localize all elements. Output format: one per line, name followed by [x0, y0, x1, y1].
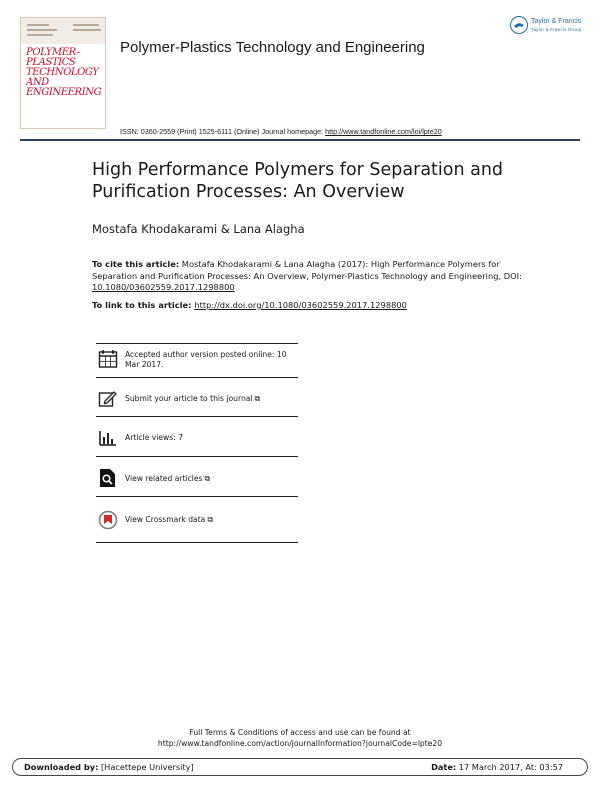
bar-chart-icon [98, 428, 118, 448]
info-box-rule-1 [96, 377, 298, 378]
article-title: High Performance Polymers for Separation and Purification Processes: An Overview [92, 160, 504, 202]
publisher-logo-text: Taylor & Francis [531, 18, 582, 25]
citation-text: Mostafa Khodakarami & Lana Alagha (2017): High Performance Polymers for Separation and Purification Processes: An Overview, Polymer-Plastics Technology and Engineering, DOI: [92, 259, 522, 281]
article-views-item [98, 428, 298, 452]
info-box-bottom-rule [96, 542, 298, 543]
article-link-label: To link to this article: [92, 300, 195, 310]
crossmark-link[interactable] [125, 515, 300, 525]
submit-article-link[interactable] [125, 394, 300, 404]
downloaded-by-label: Downloaded by: [24, 762, 99, 772]
accepted-version-item [98, 349, 298, 373]
citation-block [92, 259, 532, 294]
downloaded-by [24, 762, 194, 772]
publisher-logo-icon [510, 16, 528, 34]
related-articles-item[interactable] [98, 468, 298, 492]
related-articles-text: View related articles [125, 474, 203, 483]
journal-title[interactable]: Polymer-Plastics Technology and Engineering [120, 39, 425, 56]
download-date-value: 17 March 2017, At: 03:57 [456, 762, 563, 772]
info-box-rule-3 [96, 456, 298, 457]
issn-text: ISSN: 0360-2559 (Print) 1525-6111 (Online) Journal homepage: [120, 127, 326, 136]
article-authors: Mostafa Khodakarami & Lana Alagha [92, 222, 305, 236]
external-link-icon: ⧉ [254, 394, 261, 403]
journal-homepage-link[interactable]: http://www.tandfonline.com/loi/lpte20 [325, 127, 442, 136]
crossmark-icon [98, 510, 118, 530]
publisher-logo-subtext: Taylor & Francis Group [531, 27, 582, 32]
download-date [431, 762, 563, 772]
downloaded-by-value: [Hacettepe University] [98, 762, 194, 772]
external-link-icon: ⧉ [204, 474, 211, 483]
citation-label: To cite this article: [92, 259, 180, 269]
header-divider [20, 139, 580, 141]
info-box-rule-2 [96, 416, 298, 417]
terms-text: Full Terms & Conditions of access and use can be found at [189, 728, 411, 737]
issn-line [120, 127, 442, 136]
download-info-bar [12, 758, 588, 776]
calendar-icon [98, 349, 118, 369]
accepted-version-text: Accepted author version posted online: 10 Mar 2017. [125, 350, 287, 369]
search-document-icon [98, 468, 118, 488]
cover-title: POLYMER–PLASTICS TECHNOLOGY AND ENGINEERING [26, 47, 102, 98]
publisher-logo[interactable] [510, 16, 582, 36]
info-box-top-rule [96, 343, 298, 344]
crossmark-text: View Crossmark data [125, 515, 206, 524]
article-link[interactable]: http://dx.doi.org/10.1080/03602559.2017.1298800 [194, 300, 407, 310]
crossmark-item[interactable] [98, 510, 298, 534]
terms-link[interactable]: http://www.tandfonline.com/action/journalInformation?journalCode=lpte20 [157, 739, 443, 748]
external-link-icon: ⧉ [207, 515, 214, 524]
download-date-label: Date: [431, 762, 457, 772]
terms-footer [0, 727, 600, 749]
doi-link[interactable]: 10.1080/03602559.2017.1298800 [92, 282, 235, 292]
article-views-text: Article views: 7 [125, 433, 184, 442]
article-link-line [92, 300, 407, 310]
submit-article-item[interactable] [98, 389, 298, 413]
submit-article-text: Submit your article to this journal [125, 394, 253, 403]
edit-icon [98, 389, 118, 409]
info-box-rule-4 [96, 496, 298, 497]
related-articles-link[interactable] [125, 474, 300, 484]
journal-cover-image [20, 17, 106, 129]
